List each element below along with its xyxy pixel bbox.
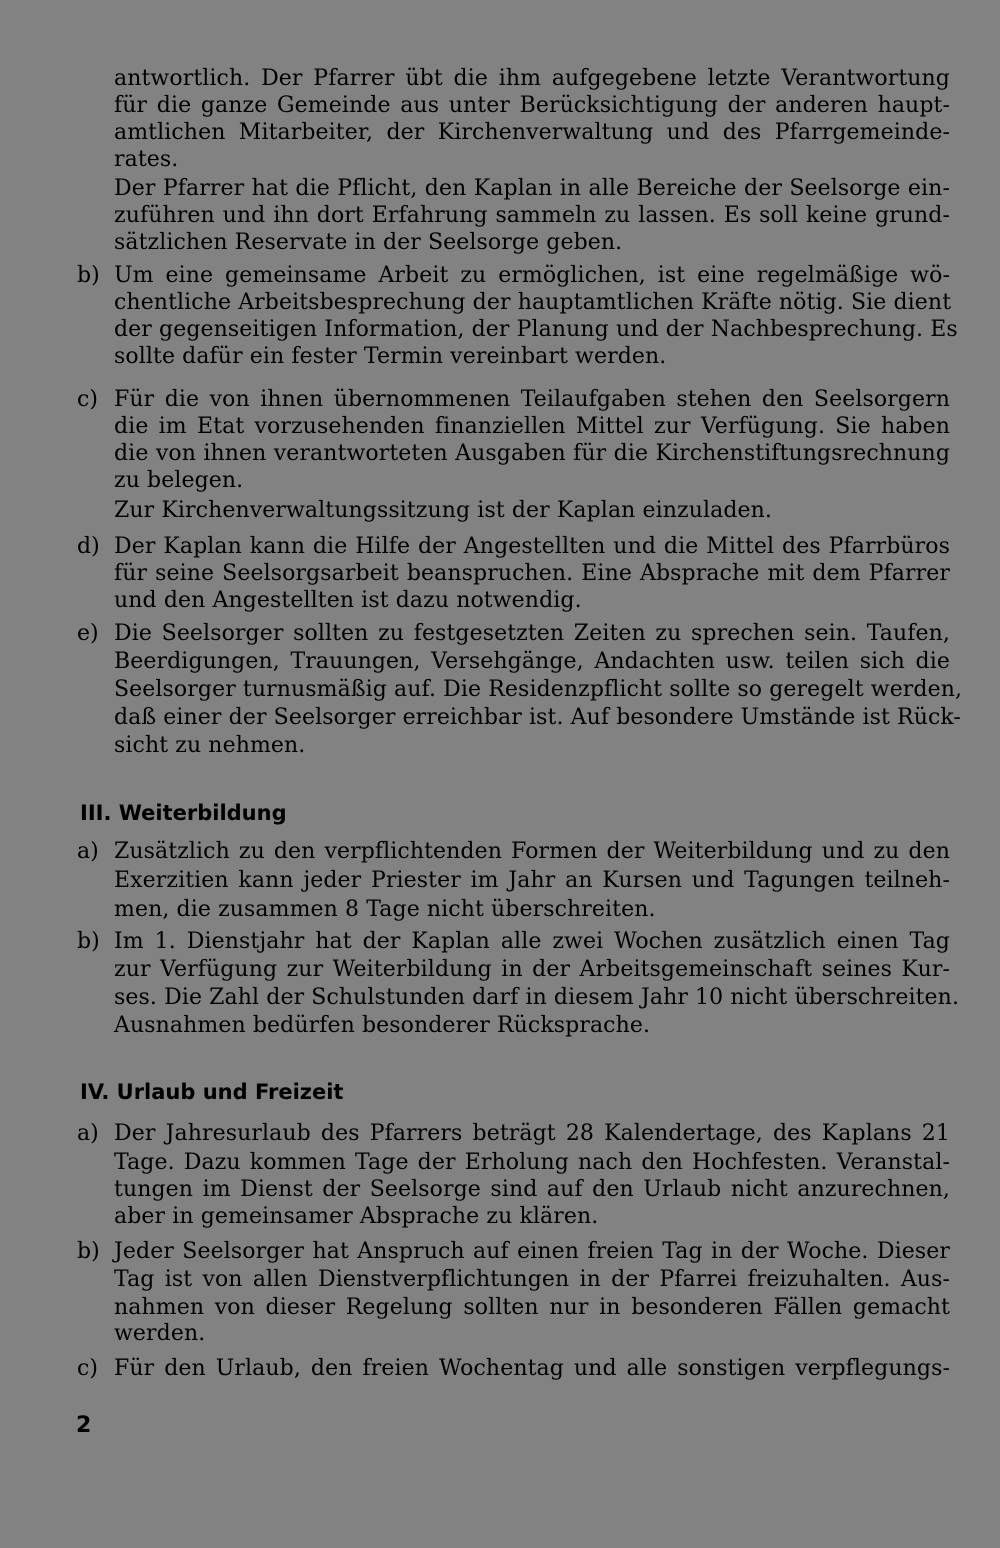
text-line: der gegenseitigen Information, der Planung und der Nachbesprechung. Es (114, 317, 958, 342)
text-line: Für den Urlaub, den freien Wochentag und alle sonstigen verpflegungs- (114, 1356, 950, 1381)
text-line: men, die zusammen 8 Tage nicht überschreiten. (114, 897, 656, 922)
text-line: nahmen von dieser Regelung sollten nur in besonderen Fällen gemacht (114, 1295, 950, 1320)
text-line: zur Verfügung zur Weiterbildung in der Arbeitsgemeinschaft seines Kur- (114, 957, 950, 982)
section-heading-weiterbildung: III. Weiterbildung (80, 801, 287, 825)
text-line: Zusätzlich zu den verpflichtenden Formen der Weiterbildung und zu den (114, 839, 950, 864)
text-line: Tage. Dazu kommen Tage der Erholung nach den Hochfesten. Veranstal- (114, 1150, 950, 1175)
item-marker: e) (77, 621, 99, 646)
text-line: Der Pfarrer hat die Pflicht, den Kaplan in alle Bereiche der Seelsorge ein- (114, 176, 950, 201)
text-line: daß einer der Seelsorger erreichbar ist. Auf besondere Umstände ist Rück- (114, 705, 961, 730)
item-marker: c) (77, 1356, 98, 1381)
text-line: Seelsorger turnusmäßig auf. Die Residenzpflicht sollte so geregelt werden, (114, 677, 963, 702)
item-marker: c) (77, 387, 98, 412)
text-line: Jeder Seelsorger hat Anspruch auf einen freien Tag in der Woche. Dieser (114, 1239, 950, 1264)
text-line: ses. Die Zahl der Schulstunden darf in diesem Jahr 10 nicht überschreiten. (114, 985, 960, 1010)
text-line: zuführen und ihn dort Erfahrung sammeln zu lassen. Es soll keine grund- (114, 203, 950, 228)
text-line: antwortlich. Der Pfarrer übt die ihm aufgegebene letzte Verantwortung (114, 66, 950, 91)
text-line: sicht zu nehmen. (114, 733, 306, 758)
text-line: für seine Seelsorgsarbeit beanspruchen. Eine Absprache mit dem Pfarrer (114, 561, 950, 586)
text-line: Ausnahmen bedürfen besonderer Rücksprache. (114, 1013, 651, 1038)
text-line: werden. (114, 1321, 206, 1346)
text-line: Für die von ihnen übernommenen Teilaufgaben stehen den Seelsorgern (114, 387, 950, 412)
text-line: Der Jahresurlaub des Pfarrers beträgt 28 Kalendertage, des Kaplans 21 (114, 1121, 950, 1146)
section-heading-urlaub: IV. Urlaub und Freizeit (80, 1080, 344, 1104)
item-marker: a) (77, 1121, 99, 1146)
text-line: chentliche Arbeitsbesprechung der hauptamtlichen Kräfte nötig. Sie dient (114, 290, 952, 315)
item-marker: b) (77, 929, 100, 954)
text-line: die von ihnen verantworteten Ausgaben für die Kirchenstiftungsrechnung (114, 441, 950, 466)
item-marker: d) (77, 534, 100, 559)
text-line: Beerdigungen, Trauungen, Versehgänge, Andachten usw. teilen sich die (114, 649, 950, 674)
text-line: zu belegen. (114, 468, 244, 493)
item-marker: a) (77, 839, 99, 864)
page-number: 2 (76, 1413, 92, 1438)
text-line: Um eine gemeinsame Arbeit zu ermöglichen, ist eine regelmäßige wö- (114, 263, 950, 288)
text-line: für die ganze Gemeinde aus unter Berücksichtigung der anderen haupt- (114, 93, 950, 118)
text-line: aber in gemeinsamer Absprache zu klären. (114, 1204, 599, 1229)
text-line: rates. (114, 147, 179, 172)
text-line: tungen im Dienst der Seelsorge sind auf den Urlaub nicht anzurechnen, (114, 1177, 950, 1202)
text-line: Die Seelsorger sollten zu festgesetzten Zeiten zu sprechen sein. Taufen, (114, 621, 950, 646)
text-line: Der Kaplan kann die Hilfe der Angestellten und die Mittel des Pfarrbüros (114, 534, 950, 559)
text-line: amtlichen Mitarbeiter, der Kirchenverwaltung und des Pfarrgemeinde- (114, 120, 950, 145)
text-line: sollte dafür ein fester Termin vereinbart werden. (114, 344, 667, 369)
text-line: Zur Kirchenverwaltungssitzung ist der Kaplan einzuladen. (114, 498, 773, 523)
item-marker: b) (77, 263, 100, 288)
text-line: sätzlichen Reservate in der Seelsorge geben. (114, 230, 623, 255)
text-line: und den Angestellten ist dazu notwendig. (114, 588, 582, 613)
text-line: Exerzitien kann jeder Priester im Jahr an Kursen und Tagungen teilneh- (114, 868, 950, 893)
text-line: Im 1. Dienstjahr hat der Kaplan alle zwei Wochen zusätzlich einen Tag (114, 929, 950, 954)
text-line: die im Etat vorzusehenden finanziellen Mittel zur Verfügung. Sie haben (114, 414, 950, 439)
item-marker: b) (77, 1239, 100, 1264)
text-line: Tag ist von allen Dienstverpflichtungen in der Pfarrei freizuhalten. Aus- (114, 1267, 950, 1292)
